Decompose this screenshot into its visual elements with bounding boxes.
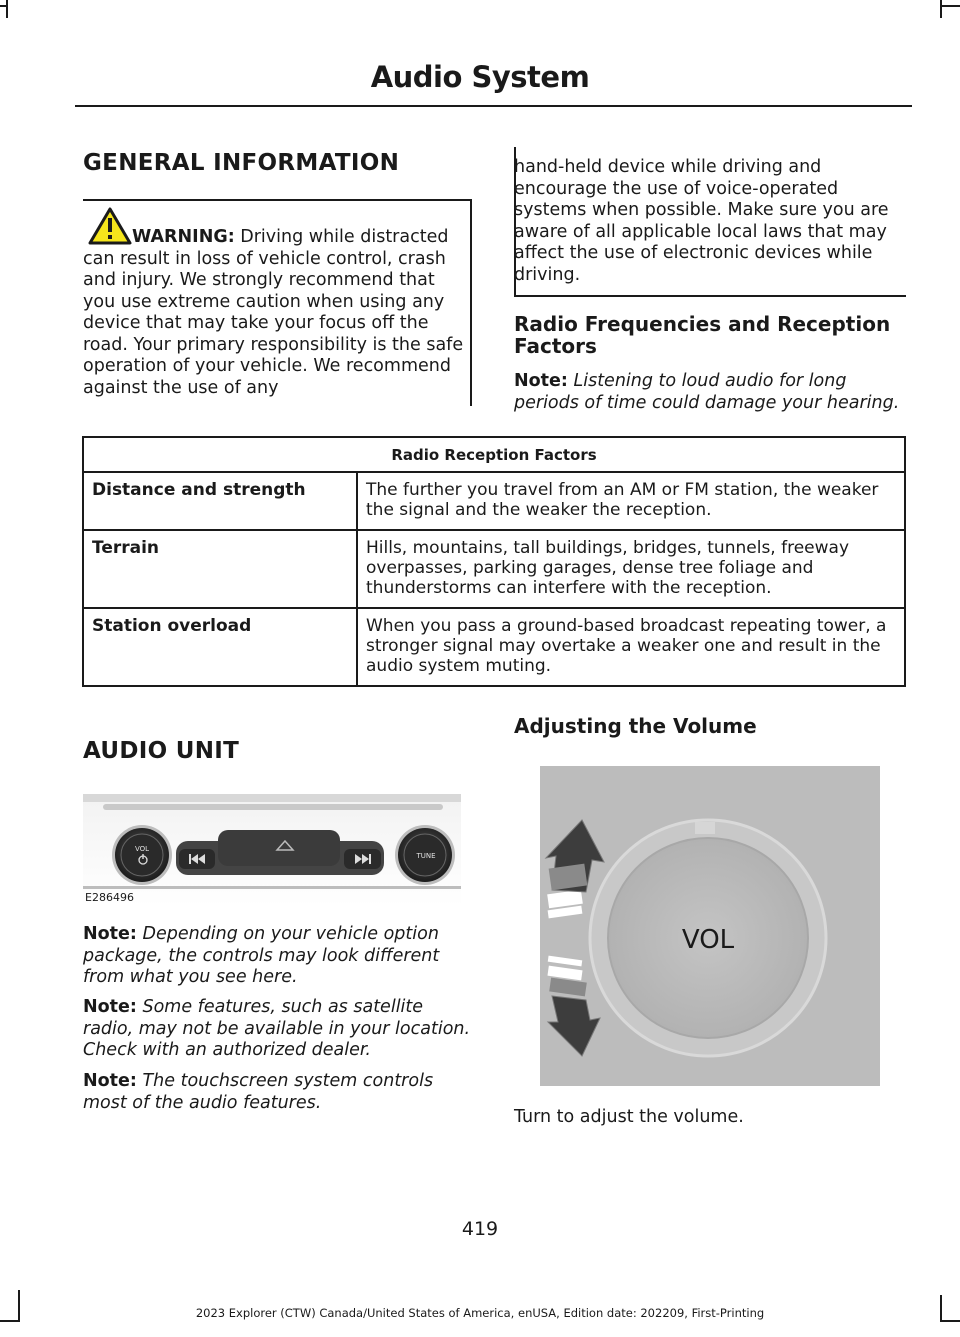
vol-knob-label: VOL [681,925,735,955]
edition-info: 2023 Explorer (CTW) Canada/United States of America, enUSA, Edition date: 202209, First-Printing [195,1306,765,1320]
volume-knob-illustration [540,766,880,1086]
table-row [83,608,905,686]
audio-unit-illustration [83,794,461,906]
radio-reception-table [82,436,906,687]
header-rule [75,105,912,107]
note-label: Note: [83,1071,137,1091]
radio-note [514,371,909,414]
page-header-title: Audio System [370,60,590,94]
audio-note-2 [83,997,473,1062]
note-text: Depending on your vehicle option package, the controls may look different from what you see here. [83,924,440,987]
note-label: Note: [83,997,137,1017]
audio-note-3 [83,1071,473,1114]
crop-mark [940,1320,960,1322]
table-row-label: Distance and strength [83,472,357,530]
warning-label: WARNING: [132,227,235,247]
crop-mark [940,0,942,18]
vol-knob-label: VOL [134,845,150,853]
volume-caption: Turn to adjust the volume. [514,1107,744,1127]
note-label: Note: [83,924,137,944]
table-row-text: Hills, mountains, tall buildings, bridges, tunnels, freeway overpasses, parking garages, dense tree foliage and thunderstorms can interfere with the reception. [357,530,905,608]
note-text: Listening to loud audio for long periods of time could damage your hearing. [514,371,900,413]
table-row-label: Station overload [83,608,357,686]
crop-mark [0,1320,20,1322]
crop-mark [6,0,8,18]
warning-body-b: hand-held device while driving and encourage the use of voice-operated systems when possible. Make sure you are aware of all applicable local laws that may affect the use of electronic devices while driving. [514,157,889,285]
note-text: The touchscreen system controls most of the audio features. [83,1071,434,1113]
table-row [83,530,905,608]
tune-knob-label: TUNE [416,852,436,860]
radio-frequencies-heading: Radio Frequencies and Reception Factors [514,312,891,358]
adjusting-volume-heading: Adjusting the Volume [514,714,757,738]
table-row-label: Terrain [83,530,357,608]
audio-unit-heading: AUDIO UNIT [83,738,240,764]
audio-note-1 [83,924,473,989]
image-id: E286496 [85,891,134,904]
table-row-text: The further you travel from an AM or FM station, the weaker the signal and the weaker the reception. [357,472,905,530]
warning-text [83,227,465,399]
table-row [83,472,905,530]
note-label: Note: [514,371,568,391]
table-row-text: When you pass a ground-based broadcast repeating tower, a stronger signal may overtake a weaker one and result in the audio system muting. [357,608,905,686]
warning-body-a: Driving while distracted can result in loss of vehicle control, crash and injury. We strongly recommend that you use extreme caution when using any device that may take your focus off the road. Your primary responsibility is the safe operation of your vehicle. We recommend against the use of any [83,227,464,398]
note-text: Some features, such as satellite radio, may not be available in your location. Check with an authorized dealer. [83,997,471,1060]
general-information-heading: GENERAL INFORMATION [83,150,400,176]
page-number: 419 [461,1218,499,1240]
crop-mark [940,5,960,7]
table-title: Radio Reception Factors [83,437,905,472]
